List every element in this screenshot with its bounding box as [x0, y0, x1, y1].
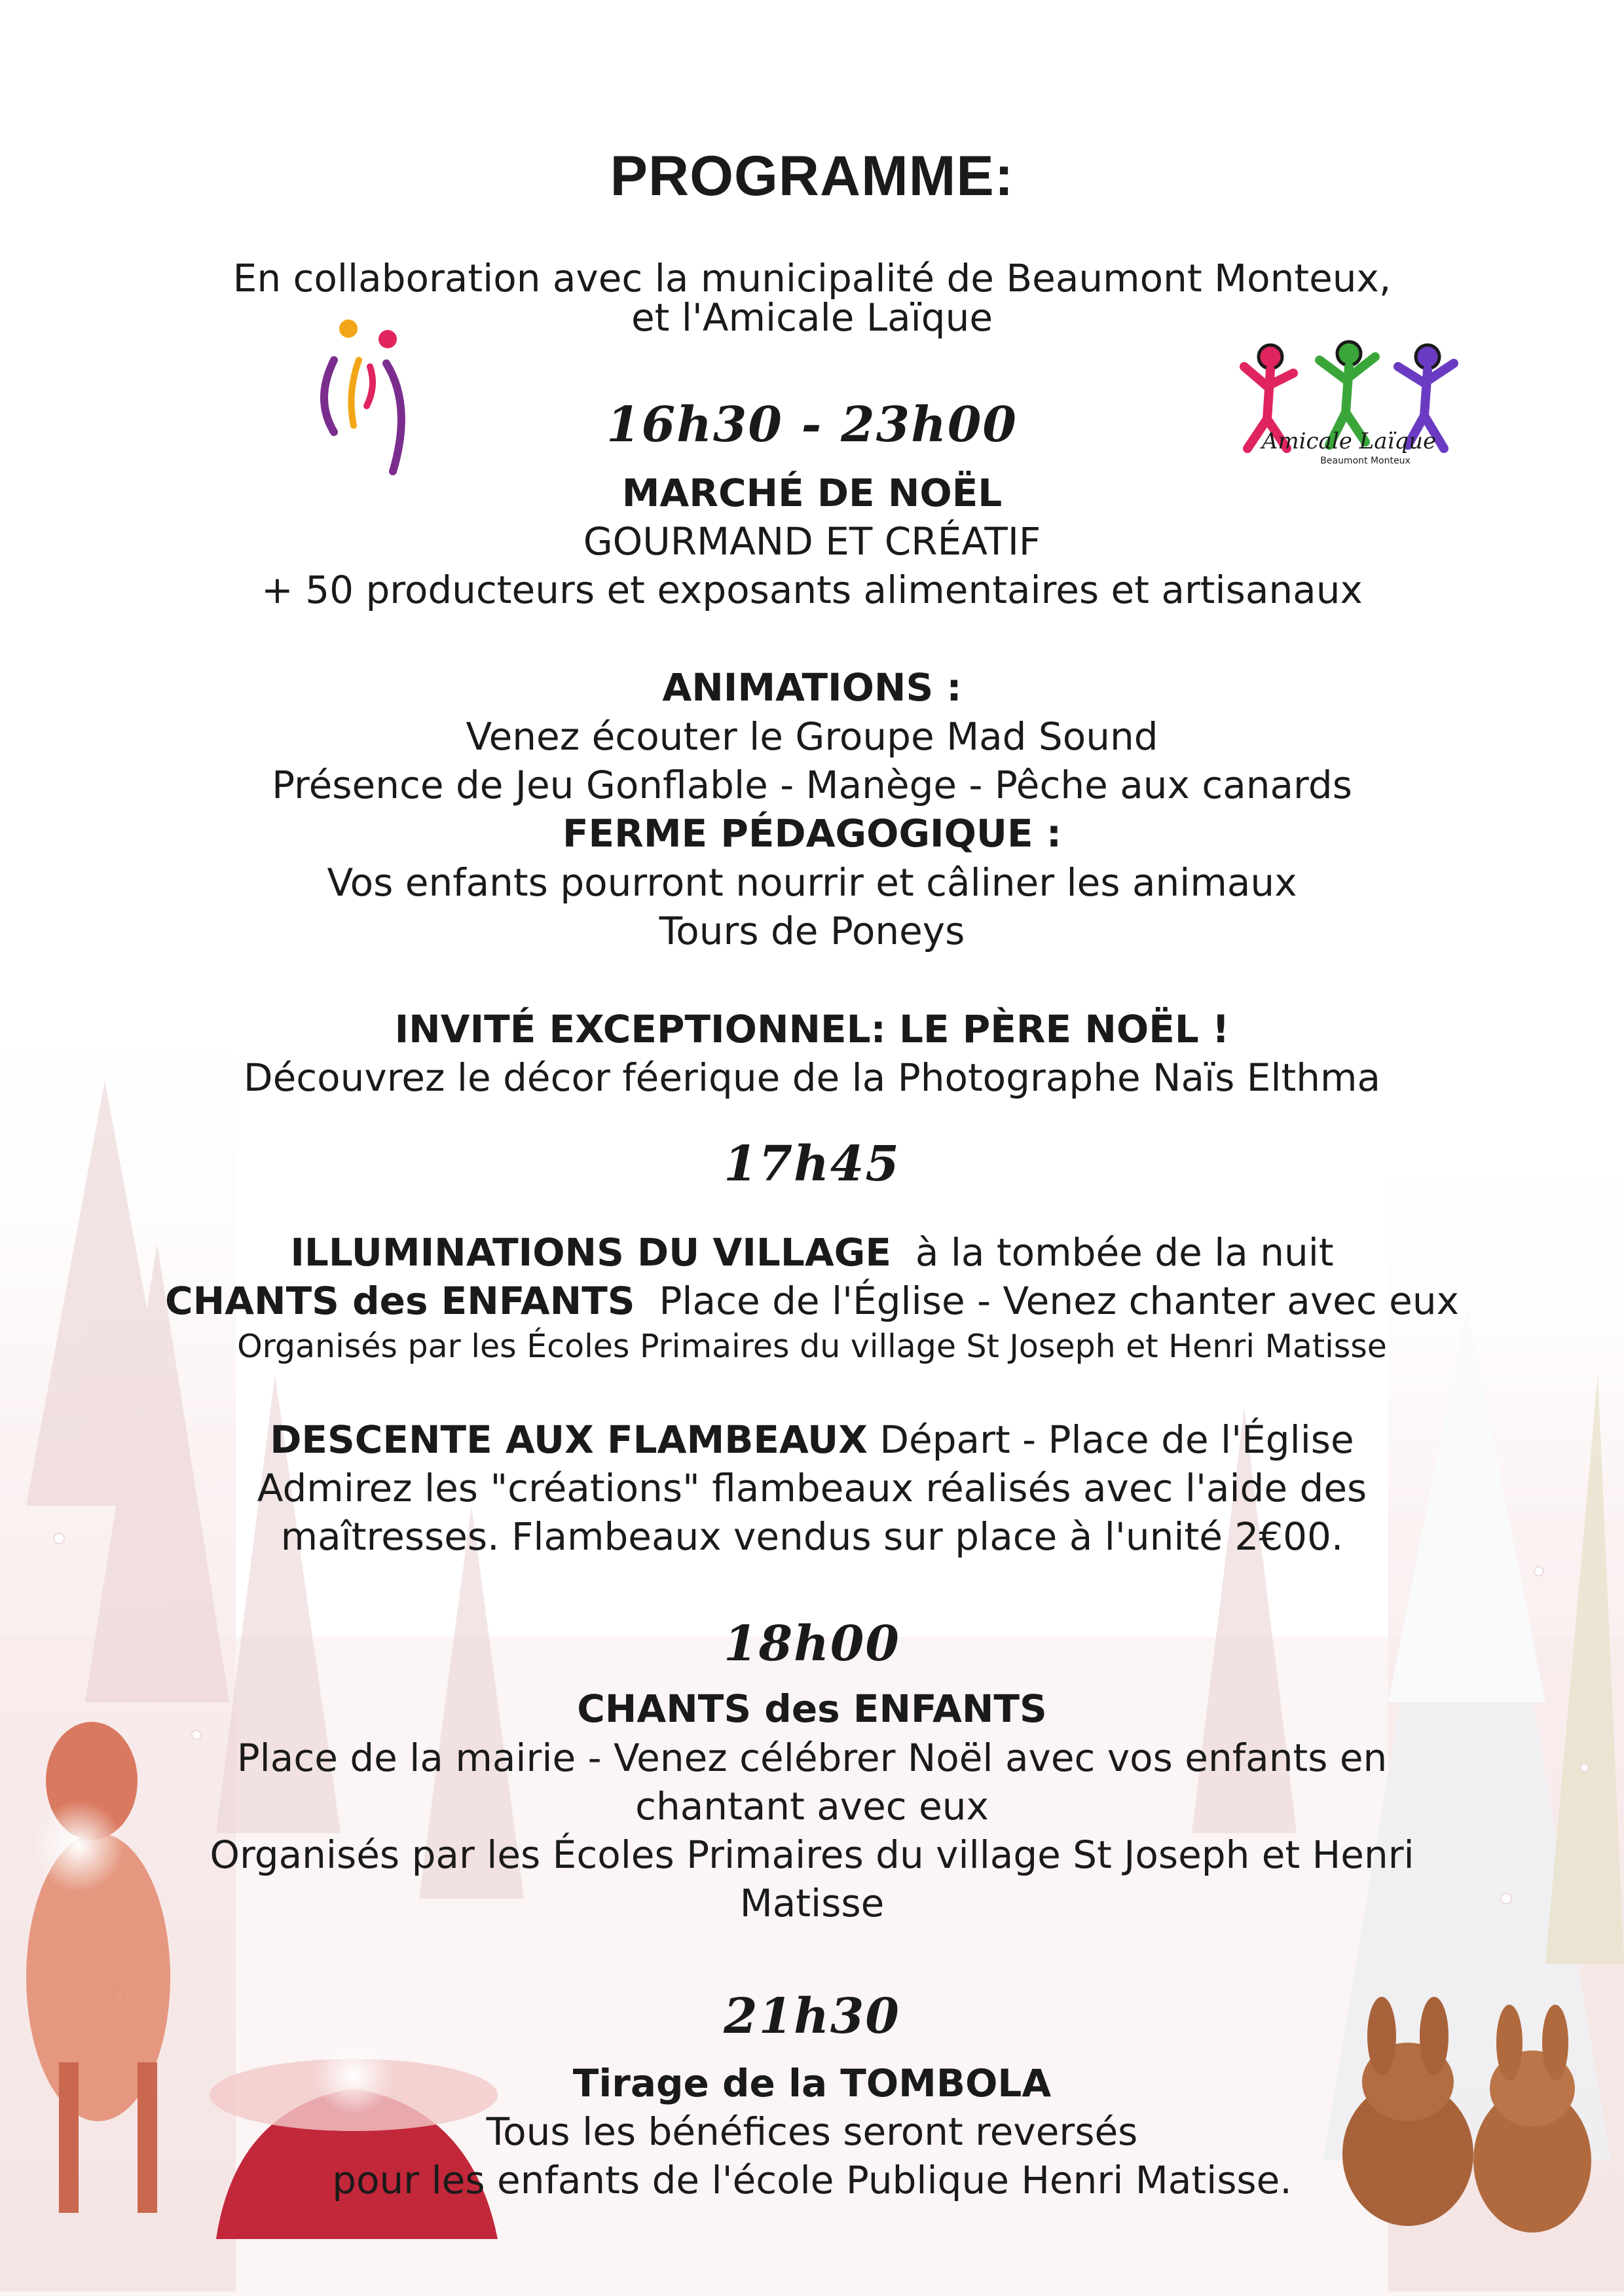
animations-line-1: Venez écouter le Groupe Mad Sound [466, 714, 1158, 759]
tombola-line-1: Tous les bénéfices seront reversés [486, 2109, 1138, 2154]
intro-line-1: En collaboration avec la municipalité de Beaumont Monteux, [232, 256, 1392, 301]
time-21h30: 21h30 [724, 1988, 900, 2045]
admirez-line-2: maîtresses. Flambeaux vendus sur place à l'unité 2€00. [280, 1514, 1344, 1559]
ferme-line-1: Vos enfants pourront nourrir et câliner les animaux [327, 860, 1297, 905]
descente-rest: Départ - Place de l'Église [879, 1417, 1354, 1462]
chants-enfants-heading: CHANTS des ENFANTS [577, 1686, 1047, 1731]
invite-line: Découvrez le décor féerique de la Photographe Naïs Elthma [243, 1055, 1381, 1100]
intro-line-2: et l'Amicale Laïque [631, 295, 993, 340]
time-17h45: 17h45 [724, 1136, 900, 1192]
admirez-line-1: Admirez les "créations" flambeaux réalisés avec l'aide des [257, 1466, 1367, 1510]
marche-heading: MARCHÉ DE NOËL [621, 471, 1003, 515]
ferme-line-2: Tours de Poneys [659, 909, 965, 953]
time-18h00: 18h00 [724, 1616, 900, 1672]
animations-line-2: Présence de Jeu Gonflable - Manège - Pêche aux canards [272, 763, 1352, 807]
tombola-heading: Tirage de la TOMBOLA [572, 2061, 1052, 2105]
illuminations-rest: à la tombée de la nuit [915, 1230, 1334, 1275]
descente-line [0, 1415, 1624, 1464]
page-title: PROGRAMME: [610, 145, 1014, 208]
marche-sub: GOURMAND ET CRÉATIF [583, 519, 1041, 564]
invite-heading: INVITÉ EXCEPTIONNEL: LE PÈRE NOËL ! [394, 1007, 1230, 1051]
illuminations-bold: ILLUMINATIONS DU VILLAGE [290, 1230, 891, 1275]
chants-enfants-line-4: Matisse [739, 1881, 885, 1925]
time-16h30: 16h30 - 23h00 [606, 397, 1018, 453]
chants-line [0, 1277, 1624, 1325]
ferme-heading: FERME PÉDAGOGIQUE : [562, 811, 1062, 856]
chants-enfants-line-2: chantant avec eux [635, 1784, 989, 1829]
amicale-logo-subtext: Beaumont Monteux [1320, 456, 1411, 466]
animations-heading: ANIMATIONS : [662, 665, 962, 710]
descente-bold: DESCENTE AUX FLAMBEAUX [270, 1417, 868, 1462]
chants-enfants-line-1: Place de la mairie - Venez célébrer Noël avec vos enfants en [236, 1736, 1388, 1780]
illuminations-line [0, 1228, 1624, 1277]
chants-rest: Place de l'Église - Venez chanter avec eux [659, 1279, 1459, 1323]
amicale-logo-text: Amicale Laïque [1261, 428, 1437, 454]
marche-line: + 50 producteurs et exposants alimentaires et artisanaux [261, 568, 1363, 612]
chants-bold: CHANTS des ENFANTS [165, 1279, 635, 1323]
chants-enfants-line-3: Organisés par les Écoles Primaires du village St Joseph et Henri [210, 1832, 1414, 1877]
organises-line: Organisés par les Écoles Primaires du village St Joseph et Henri Matisse [237, 1328, 1387, 1365]
tombola-line-2: pour les enfants de l'école Publique Henri Matisse. [332, 2158, 1292, 2202]
